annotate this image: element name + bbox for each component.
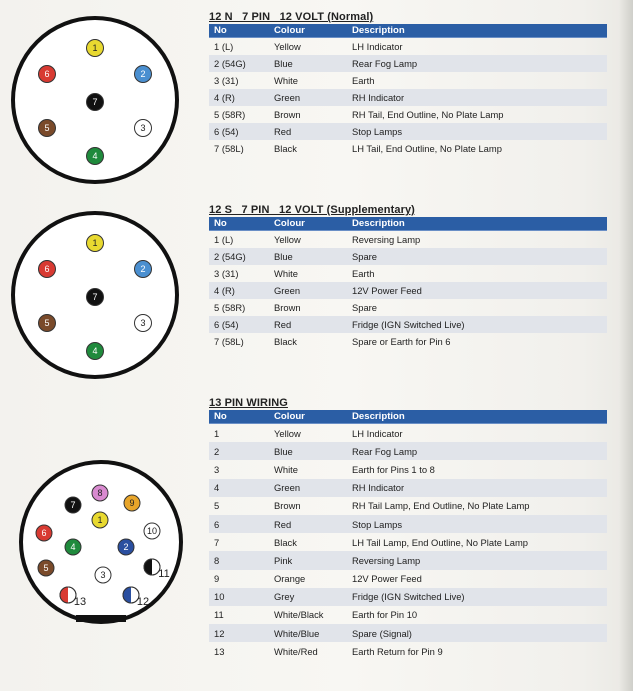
colour-cell: White/Black [274,609,324,621]
colour-cell: Brown [274,500,301,512]
pin-number-cell: 7 [214,536,220,548]
section-title: 12 S 7 PIN 12 VOLT (Supplementary) [209,204,415,216]
pin-1-label: 1 [97,515,103,526]
colour-cell: Blue [269,442,347,460]
pin-4-label: 4 [92,346,98,357]
colour-cell: Yellow [274,41,301,52]
pin-number-cell: 5 (58R) [214,302,246,313]
wiring-table-13-pin [209,396,607,660]
table-row [209,424,607,443]
table-row [209,140,607,157]
table-row [209,570,607,588]
colour-cell: White [274,463,298,475]
description-cell: 12V Power Feed [347,282,607,299]
description-cell: Earth for Pin 10 [352,609,418,621]
pin-5-label: 5 [43,563,49,574]
pin-number-cell: 6 [209,515,269,533]
colour-cell: Green [269,89,347,106]
table-row [209,106,607,123]
pin-number-cell: 10 [209,588,269,606]
description-cell: Fridge (IGN Switched Live) [347,588,607,606]
colour-cell: Yellow [274,427,301,439]
connector-key [76,615,126,622]
pin-number-cell: 6 (54) [209,123,269,140]
table-row [209,515,607,533]
pin-6-label: 6 [44,264,50,275]
table-row [209,316,607,333]
thirteen-pin-diagram [14,455,189,630]
pin-number-cell: 6 (54) [209,316,269,333]
section-title: 12 N 7 PIN 12 VOLT (Normal) [209,11,374,23]
table-row [209,479,607,497]
pin-4-label: 4 [92,151,98,162]
pin-6-label: 6 [44,69,50,80]
pin-number-cell: 1 [214,427,220,439]
page-edge-shadow [619,0,633,691]
colour-cell: White [274,75,298,86]
pin-number-cell: 5 [214,500,220,512]
description-cell: Stop Lamps [347,515,607,533]
table-row [209,38,607,56]
wiring-table-12n [209,10,607,157]
pin-number-cell: 11 [214,609,224,621]
table-row [209,72,607,89]
table-row [209,533,607,551]
pin-number-cell: 2 [209,442,269,460]
pin-number-cell: 1 (L) [214,41,234,52]
description-cell: 12V Power Feed [352,573,422,585]
pin-7-label: 7 [92,292,98,303]
section-title: 13 PIN WIRING [209,397,288,409]
header-no: No [209,217,269,231]
description-cell: RH Indicator [347,89,607,106]
table-row [209,442,607,460]
header-colour: Colour [269,24,347,38]
table-row [209,55,607,72]
pin-3-label: 3 [140,318,146,329]
pin-number-cell: 2 (54G) [209,248,269,265]
colour-cell: Orange [274,573,306,585]
description-cell: Rear Fog Lamp [347,55,607,72]
colour-cell: Yellow [274,234,301,245]
description-cell: RH Tail, End Outline, No Plate Lamp [352,109,504,120]
pin-3-label: 3 [100,570,106,581]
table-row [209,265,607,282]
header-colour: Colour [269,410,347,424]
pin-5-label: 5 [44,318,50,329]
table-row [209,624,607,642]
pin-1-label: 1 [92,238,98,249]
description-cell: Spare [347,248,607,265]
seven-pin-supplementary-diagram [5,205,185,385]
pin-number-cell: 12 [209,624,269,642]
pin-number-cell: 13 [214,645,225,657]
pin-4-label: 4 [70,542,76,553]
description-cell: LH Indicator [352,41,403,52]
description-cell: LH Tail Lamp, End Outline, No Plate Lamp [352,536,528,548]
colour-cell: Blue [269,248,347,265]
header-colour: Colour [269,217,347,231]
colour-cell: White/Blue [269,624,347,642]
pin-number-cell: 2 (54G) [209,55,269,72]
table-row [209,460,607,478]
pin-7-label: 7 [92,97,98,108]
table-row [209,606,607,624]
colour-cell: Red [269,515,347,533]
description-cell: LH Indicator [352,427,403,439]
colour-cell: White/Red [274,645,318,657]
pin-number-cell: 3 (31) [214,75,239,86]
description-cell: Rear Fog Lamp [347,442,607,460]
table-row [209,123,607,140]
description-cell: Fridge (IGN Switched Live) [347,316,607,333]
pin-11-label: 11 [158,568,170,580]
table-row [209,551,607,569]
table-row [209,89,607,106]
colour-cell: Red [269,123,347,140]
colour-cell: Brown [274,302,301,313]
pin-number-cell: 8 [209,551,269,569]
wiring-table [209,217,607,350]
table-row [209,248,607,265]
pin-number-cell: 5 (58R) [214,109,246,120]
colour-cell: Blue [269,55,347,72]
colour-cell: Green [269,282,347,299]
description-cell: Stop Lamps [347,123,607,140]
pin-3-label: 3 [140,123,146,134]
description-cell: Spare (Signal) [347,624,607,642]
pin-number-cell: 7 (58L) [214,336,244,347]
pin-number-cell: 7 (58L) [214,143,244,154]
description-cell: LH Tail, End Outline, No Plate Lamp [352,143,502,154]
colour-cell: Grey [269,588,347,606]
description-cell: Spare or Earth for Pin 6 [352,336,451,347]
description-cell: RH Indicator [347,479,607,497]
pin-10-label: 10 [146,526,158,537]
pin-number-cell: 4 (R) [209,89,269,106]
description-cell: Reversing Lamp [347,551,607,569]
table-row [209,497,607,515]
pin-6-label: 6 [41,528,47,539]
wiring-table [209,24,607,157]
header-no: No [209,24,269,38]
pin-12-label: 12 [136,596,150,608]
pin-5-label: 5 [44,123,50,134]
colour-cell: Black [274,143,297,154]
table-row [209,299,607,316]
wiring-table [209,410,607,660]
table-row [209,333,607,350]
colour-cell: Brown [274,109,301,120]
colour-cell: Green [269,479,347,497]
table-row [209,642,607,660]
pin-number-cell: 3 (31) [214,268,239,279]
colour-cell: Black [274,336,297,347]
description-cell: Earth for Pins 1 to 8 [352,463,435,475]
description-cell: RH Tail Lamp, End Outline, No Plate Lamp [352,500,530,512]
colour-cell: Red [269,316,347,333]
description-cell: Earth [352,268,375,279]
pin-number-cell: 3 [214,463,220,475]
header-description: Description [347,410,607,424]
header-no: No [209,410,269,424]
pin-13-label: 13 [73,596,87,608]
description-cell: Earth [352,75,375,86]
pin-number-cell: 4 (R) [209,282,269,299]
pin-2-label: 2 [140,69,146,80]
header-description: Description [347,217,607,231]
pin-2-label: 2 [140,264,146,275]
pin-8-label: 8 [97,488,103,499]
description-cell: Reversing Lamp [352,234,421,245]
header-description: Description [347,24,607,38]
description-cell: Earth Return for Pin 9 [352,645,443,657]
pin-number-cell: 1 (L) [214,234,234,245]
pin-1-label: 1 [92,43,98,54]
colour-cell: Pink [269,551,347,569]
pin-number-cell: 9 [214,573,220,585]
description-cell: Spare [352,302,378,313]
table-row [209,231,607,249]
colour-cell: Black [274,536,297,548]
table-row [209,588,607,606]
colour-cell: White [274,268,298,279]
wiring-table-12s [209,203,607,350]
pin-7-label: 7 [70,500,76,511]
pin-9-label: 9 [129,498,135,509]
seven-pin-normal-diagram [5,10,185,190]
pin-2-label: 2 [123,542,129,553]
table-row [209,282,607,299]
pin-number-cell: 4 [209,479,269,497]
